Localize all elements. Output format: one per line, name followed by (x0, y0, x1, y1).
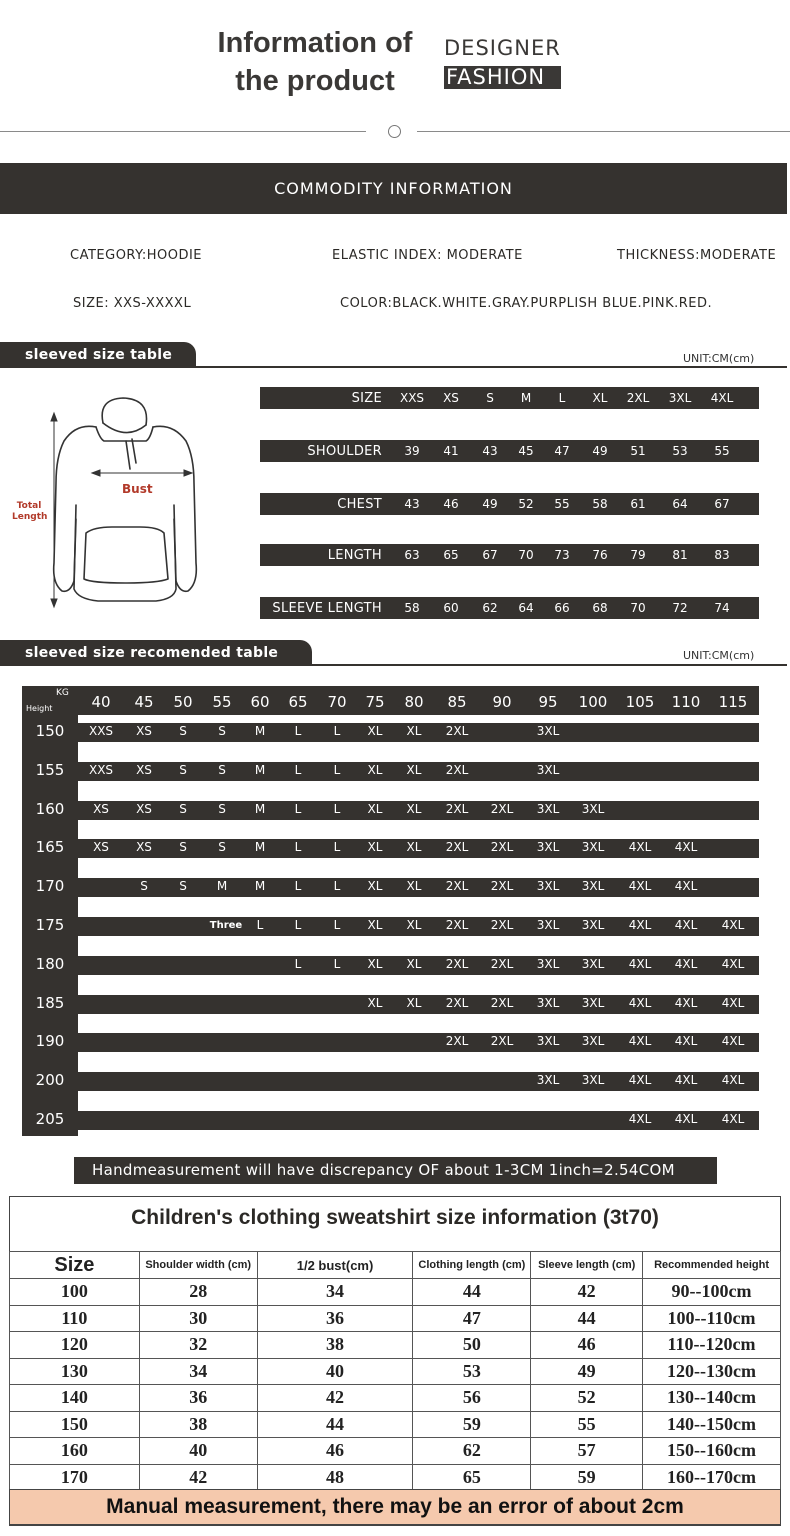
children-table-cell: 150--160cm (643, 1438, 781, 1465)
size-row-value: 51 (630, 444, 646, 458)
recommend-size-cell: M (216, 879, 228, 894)
children-table-cell: 150 (10, 1411, 140, 1438)
size-row-value: 49 (482, 497, 498, 511)
recommend-size-cell: 3XL (581, 801, 605, 816)
recommend-size-cell: 3XL (536, 801, 560, 816)
height-axis-label: Height (26, 704, 53, 713)
recommend-size-cell: L (294, 956, 302, 971)
children-table-row (10, 1464, 781, 1491)
children-table-cell: 34 (257, 1279, 413, 1306)
children-table-cell: 140 (10, 1385, 140, 1412)
recommend-size-cell: 3XL (536, 1034, 560, 1049)
children-table-cell: 40 (257, 1358, 413, 1385)
recommend-size-cell: 4XL (674, 956, 698, 971)
children-table-cell: 34 (139, 1358, 257, 1385)
children-table-cell: 32 (139, 1332, 257, 1359)
recommend-size-cell: 4XL (628, 956, 652, 971)
recommend-size-cell: 3XL (581, 840, 605, 855)
recommend-size-cell: 4XL (674, 840, 698, 855)
size-row-value: 47 (554, 444, 570, 458)
children-table-cell: 46 (531, 1332, 643, 1359)
size-row-value: 70 (630, 601, 646, 615)
children-table-row (10, 1411, 781, 1438)
recommend-size-cell: 3XL (536, 724, 560, 738)
recommend-size-cell: 3XL (581, 1073, 605, 1088)
size-row-value: 68 (592, 601, 608, 615)
size-row-label: SIZE (351, 390, 382, 406)
recommend-size-cell: 2XL (490, 801, 514, 816)
recommend-size-cell: 2XL (490, 956, 514, 971)
size-row-value: 39 (404, 444, 420, 458)
size-row-label: SLEEVE LENGTH (272, 600, 382, 616)
recommend-size-cell: Three (209, 920, 243, 931)
size-table-row (260, 597, 759, 619)
children-table-cell: 140--150cm (643, 1411, 781, 1438)
children-table-cell: 52 (531, 1385, 643, 1412)
recommend-size-cell: 4XL (628, 1034, 652, 1049)
recommend-size-cell: 3XL (581, 1034, 605, 1049)
recommend-size-cell: XL (367, 762, 383, 777)
recommend-size-cell: XS (136, 724, 152, 738)
height-cell: 190 (35, 1032, 65, 1051)
recommend-size-cell: XL (406, 956, 422, 971)
size-row-value: 79 (630, 548, 646, 562)
size-row-value: 4XL (710, 391, 734, 405)
children-table-cell: 170 (10, 1464, 140, 1491)
weight-header-cell: 95 (538, 693, 558, 711)
recommend-table-rule (0, 664, 787, 666)
recommend-size-cell: 4XL (721, 1112, 745, 1126)
size-row-value: 67 (714, 497, 730, 511)
recommend-size-cell: 3XL (536, 840, 560, 855)
size-row-value: 67 (482, 548, 498, 562)
height-cell: 170 (35, 877, 65, 896)
children-table-cell: 59 (413, 1411, 531, 1438)
size-table-row (260, 544, 759, 566)
children-table-footer: Manual measurement, there may be an error of about 2cm (9, 1489, 781, 1525)
recommend-size-cell: XL (406, 724, 422, 738)
recommend-size-cell: 2XL (445, 1034, 469, 1049)
diagram-bust-label: Bust (122, 482, 153, 496)
children-table-row (10, 1279, 781, 1306)
size-row-value: XXS (399, 391, 425, 405)
recommend-size-cell: S (218, 724, 226, 738)
recommend-size-cell: S (218, 840, 226, 855)
recommend-size-cell: 3XL (536, 995, 560, 1010)
recommend-size-cell: 3XL (536, 879, 560, 894)
height-cell: 155 (35, 760, 65, 779)
height-cell: 185 (35, 993, 65, 1012)
weight-header-cell: 85 (447, 693, 467, 711)
children-table-cell: 110 (10, 1305, 140, 1332)
recommend-size-cell: 4XL (628, 840, 652, 855)
children-table-cell: 55 (531, 1411, 643, 1438)
children-table-cell: 100 (10, 1279, 140, 1306)
recommend-size-cell: M (254, 724, 266, 738)
size-row-value: 64 (518, 601, 534, 615)
size-row-value: 58 (592, 497, 608, 511)
children-table-cell: 49 (531, 1358, 643, 1385)
recommend-size-cell: 2XL (490, 918, 514, 932)
recommend-size-cell: 4XL (674, 1112, 698, 1126)
col-header-sleeve: Sleeve length (cm) (531, 1252, 643, 1279)
children-table-cell: 110--120cm (643, 1332, 781, 1359)
info-thickness: THICKNESS:MODERATE (617, 248, 777, 263)
children-table-cell: 36 (139, 1385, 257, 1412)
weight-header-cell: 75 (365, 693, 385, 711)
recommend-size-cell: 3XL (536, 1073, 560, 1088)
weight-header-cell: 40 (91, 693, 111, 711)
height-cell: 175 (35, 916, 65, 934)
children-table-cell: 160 (10, 1438, 140, 1465)
weight-header-cell: 80 (404, 693, 424, 711)
recommend-row-band (78, 1111, 759, 1130)
children-table-cell: 38 (257, 1332, 413, 1359)
size-row-value: 55 (714, 444, 730, 458)
recommend-size-cell: 4XL (721, 956, 745, 971)
page-title-line1: Information of (217, 27, 413, 59)
size-row-value: 65 (443, 548, 459, 562)
weight-header-cell: 50 (173, 693, 193, 711)
recommend-size-cell: 3XL (581, 995, 605, 1010)
recommend-size-cell: XL (406, 762, 422, 777)
recommend-size-cell: M (254, 840, 266, 855)
size-row-value: 70 (518, 548, 534, 562)
size-row-value: 83 (714, 548, 730, 562)
recommend-size-cell: 3XL (536, 956, 560, 971)
children-table-cell: 38 (139, 1411, 257, 1438)
recommend-size-cell: 4XL (674, 918, 698, 932)
children-table-title: Children's clothing sweatshirt size information (3t70) (131, 1206, 659, 1229)
brand-fashion: FASHION (444, 66, 561, 89)
size-table-tab: sleeved size table (0, 342, 196, 368)
recommend-size-cell: 4XL (721, 995, 745, 1010)
recommend-size-cell: XS (93, 801, 109, 816)
children-table-cell: 59 (531, 1464, 643, 1491)
recommend-size-cell: M (254, 762, 266, 777)
size-table-row (260, 493, 759, 515)
children-table-row (10, 1305, 781, 1332)
children-table-row (10, 1438, 781, 1465)
recommend-size-cell: XS (136, 801, 152, 816)
weight-header-cell: 45 (134, 693, 154, 711)
recommend-size-cell: L (333, 801, 341, 816)
col-header-height: Recommended height (643, 1252, 781, 1279)
recommend-size-cell: 2XL (490, 840, 514, 855)
children-table-cell: 130 (10, 1358, 140, 1385)
recommend-size-cell: S (218, 801, 226, 816)
size-row-value: 66 (554, 601, 570, 615)
size-row-value: 43 (482, 444, 498, 458)
height-cell: 200 (35, 1071, 65, 1090)
recommend-size-cell: L (294, 724, 302, 738)
recommend-size-cell: 2XL (445, 724, 469, 738)
recommend-size-cell: S (179, 879, 187, 894)
size-row-value: XL (592, 391, 608, 405)
weight-header-cell: 105 (625, 693, 655, 711)
size-row-value: 49 (592, 444, 608, 458)
height-cell: 150 (35, 722, 65, 740)
recommend-size-cell: 4XL (628, 995, 652, 1010)
recommend-size-cell: 4XL (628, 918, 652, 932)
weight-header-cell: 100 (578, 693, 608, 711)
recommend-size-cell: 2XL (445, 918, 469, 932)
recommend-size-cell: M (254, 801, 266, 816)
size-row-value: 53 (672, 444, 688, 458)
recommend-size-cell: L (333, 762, 341, 777)
size-row-value: 58 (404, 601, 420, 615)
size-table-rule (0, 366, 787, 368)
children-table-cell: 56 (413, 1385, 531, 1412)
children-table-cell: 40 (139, 1438, 257, 1465)
size-row-value: S (486, 391, 494, 405)
size-row-value: 60 (443, 601, 459, 615)
size-row-label: LENGTH (327, 547, 382, 563)
size-row-value: L (558, 391, 566, 405)
info-elastic: ELASTIC INDEX: MODERATE (332, 248, 523, 263)
children-table-cell: 53 (413, 1358, 531, 1385)
children-table-cell: 44 (413, 1279, 531, 1306)
height-cell: 165 (35, 838, 65, 857)
size-row-value: 2XL (626, 391, 650, 405)
recommend-size-cell: S (179, 801, 187, 816)
weight-header-cell: 70 (327, 693, 347, 711)
info-category: CATEGORY:HOODIE (70, 248, 203, 263)
size-row-value: 43 (404, 497, 420, 511)
recommend-size-cell: 3XL (581, 879, 605, 894)
children-table-cell: 65 (413, 1464, 531, 1491)
children-table-cell: 130--140cm (643, 1385, 781, 1412)
recommend-size-cell: L (294, 879, 302, 894)
size-row-value: 46 (443, 497, 459, 511)
children-table-cell: 48 (257, 1464, 413, 1491)
children-table-cell: 57 (531, 1438, 643, 1465)
recommend-size-cell: L (294, 762, 302, 777)
recommend-size-cell: L (333, 918, 341, 932)
diagram-length-text: Length (12, 512, 48, 522)
recommend-size-cell: L (256, 918, 264, 932)
children-table-cell: 120--130cm (643, 1358, 781, 1385)
recommend-size-cell: 4XL (628, 1073, 652, 1088)
children-table-row (10, 1385, 781, 1412)
recommend-size-cell: 4XL (674, 1073, 698, 1088)
height-cell: 205 (35, 1110, 65, 1128)
diagram-length-label (12, 501, 46, 523)
info-size: SIZE: XXS-XXXXL (73, 296, 192, 311)
recommend-size-cell: XXS (88, 762, 114, 777)
children-table-cell: 46 (257, 1438, 413, 1465)
size-row-value: 81 (672, 548, 688, 562)
size-row-value: XS (443, 391, 459, 405)
children-table-cell: 62 (413, 1438, 531, 1465)
recommend-size-cell: 2XL (490, 879, 514, 894)
recommend-size-cell: XL (367, 840, 383, 855)
children-table-cell: 120 (10, 1332, 140, 1359)
recommend-size-cell: 2XL (445, 840, 469, 855)
size-row-label: SHOULDER (307, 443, 382, 459)
size-row-value: 61 (630, 497, 646, 511)
recommend-size-cell: XL (367, 995, 383, 1010)
recommend-size-cell: 2XL (445, 956, 469, 971)
children-table-cell: 44 (257, 1411, 413, 1438)
size-row-value: 73 (554, 548, 570, 562)
recommend-size-cell: 4XL (721, 918, 745, 932)
children-table-cell: 42 (531, 1279, 643, 1306)
recommend-size-cell: XL (406, 918, 422, 932)
children-table-cell: 28 (139, 1279, 257, 1306)
size-table-unit: UNIT:CM(cm) (683, 352, 755, 365)
recommend-size-cell: L (333, 840, 341, 855)
recommend-size-cell: 4XL (674, 879, 698, 894)
size-table-row (260, 440, 759, 462)
recommend-size-cell: 2XL (445, 995, 469, 1010)
recommend-size-cell: XS (93, 840, 109, 855)
info-color: COLOR:BLACK.WHITE.GRAY.PURPLISH BLUE.PINK.RED. (340, 296, 713, 311)
size-row-label: CHEST (337, 496, 382, 512)
recommend-size-cell: S (218, 762, 226, 777)
col-header-length: Clothing length (cm) (413, 1252, 531, 1279)
children-table-cell: 90--100cm (643, 1279, 781, 1306)
weight-header-cell: 55 (212, 693, 232, 711)
page-title (200, 24, 430, 100)
size-row-value: 63 (404, 548, 420, 562)
weight-header-cell: 110 (671, 693, 701, 711)
weight-header-cell: 115 (718, 693, 748, 711)
recommend-size-cell: XL (406, 995, 422, 1010)
recommend-size-cell: 2XL (490, 995, 514, 1010)
measurement-note: Handmeasurement will have discrepancy OF about 1-3CM 1inch=2.54COM (74, 1157, 717, 1184)
recommend-size-cell: XL (367, 724, 383, 738)
children-table-cell: 30 (139, 1305, 257, 1332)
recommend-size-cell: 2XL (490, 1034, 514, 1049)
height-cell: 180 (35, 954, 65, 973)
size-row-value: 52 (518, 497, 534, 511)
recommend-size-cell: XL (406, 801, 422, 816)
recommend-size-cell: 3XL (581, 918, 605, 932)
page-title-line2: the product (235, 65, 395, 97)
col-header-shoulder: Shoulder width (cm) (139, 1252, 257, 1279)
children-table-cell: 44 (531, 1305, 643, 1332)
recommend-size-cell: 3XL (536, 918, 560, 932)
recommend-size-cell: 2XL (445, 801, 469, 816)
children-table-row (10, 1332, 781, 1359)
children-table-cell: 100--110cm (643, 1305, 781, 1332)
size-row-value: 41 (443, 444, 459, 458)
recommend-size-cell: S (140, 879, 148, 894)
size-row-value: 74 (714, 601, 730, 615)
recommend-row-band (78, 1033, 759, 1052)
recommend-size-cell: XL (367, 956, 383, 971)
size-row-value: 72 (672, 601, 688, 615)
recommend-size-cell: 4XL (721, 1034, 745, 1049)
divider-left (0, 131, 366, 132)
recommend-size-cell: S (179, 724, 187, 738)
recommend-size-cell: 4XL (628, 1112, 652, 1126)
recommend-size-cell: 3XL (536, 762, 560, 777)
recommend-size-cell: XXS (88, 724, 114, 738)
recommend-row-band (78, 1072, 759, 1091)
children-table-cell: 42 (139, 1464, 257, 1491)
recommend-size-cell: XS (136, 840, 152, 855)
recommend-size-cell: XL (406, 879, 422, 894)
recommend-size-cell: 4XL (721, 1073, 745, 1088)
recommend-size-cell: L (294, 801, 302, 816)
recommend-table-unit: UNIT:CM(cm) (683, 649, 755, 662)
children-table-cell: 47 (413, 1305, 531, 1332)
recommend-size-cell: 4XL (674, 995, 698, 1010)
col-header-size: Size (10, 1252, 140, 1279)
col-header-bust: 1/2 bust(cm) (257, 1252, 413, 1279)
size-row-value: 64 (672, 497, 688, 511)
children-table-header-row (10, 1252, 781, 1279)
weight-header-cell: 90 (492, 693, 512, 711)
recommend-size-cell: XS (136, 762, 152, 777)
kg-axis-label: KG (56, 688, 69, 698)
recommend-size-cell: XL (367, 918, 383, 932)
weight-header-cell: 65 (288, 693, 308, 711)
recommend-size-cell: 4XL (628, 879, 652, 894)
children-table-cell: 160--170cm (643, 1464, 781, 1491)
recommend-size-cell: L (333, 879, 341, 894)
children-table-cell: 42 (257, 1385, 413, 1412)
size-row-value: 3XL (668, 391, 692, 405)
recommend-size-cell: L (294, 840, 302, 855)
height-cell: 160 (35, 799, 65, 818)
recommend-size-cell: L (294, 918, 302, 932)
brand-designer: DESIGNER (444, 36, 561, 60)
children-table-cell: 50 (413, 1332, 531, 1359)
recommend-size-cell: 2XL (445, 879, 469, 894)
weight-header-cell: 60 (250, 693, 270, 711)
recommend-size-cell: 3XL (581, 956, 605, 971)
children-table-cell: 36 (257, 1305, 413, 1332)
recommend-size-cell: XL (367, 879, 383, 894)
children-table-row (10, 1358, 781, 1385)
size-row-value: 62 (482, 601, 498, 615)
size-table-row (260, 387, 759, 409)
divider-circle-icon (388, 125, 401, 138)
recommend-size-cell: XL (367, 801, 383, 816)
recommend-size-cell: 2XL (445, 762, 469, 777)
recommend-size-cell: S (179, 762, 187, 777)
divider-right (417, 131, 790, 132)
size-row-value: 45 (518, 444, 534, 458)
recommend-size-cell: L (333, 724, 341, 738)
size-row-value: 55 (554, 497, 570, 511)
size-row-value: M (520, 391, 532, 405)
recommend-size-cell: 4XL (674, 1034, 698, 1049)
recommend-size-cell: M (254, 879, 266, 894)
diagram-total-text: Total (16, 501, 42, 511)
recommend-size-cell: S (179, 840, 187, 855)
recommend-size-cell: XL (406, 840, 422, 855)
commodity-heading: COMMODITY INFORMATION (0, 163, 787, 214)
recommend-size-cell: L (333, 956, 341, 971)
size-row-value: 76 (592, 548, 608, 562)
children-size-table (9, 1251, 781, 1491)
recommend-table-tab: sleeved size recomended table (0, 640, 312, 666)
